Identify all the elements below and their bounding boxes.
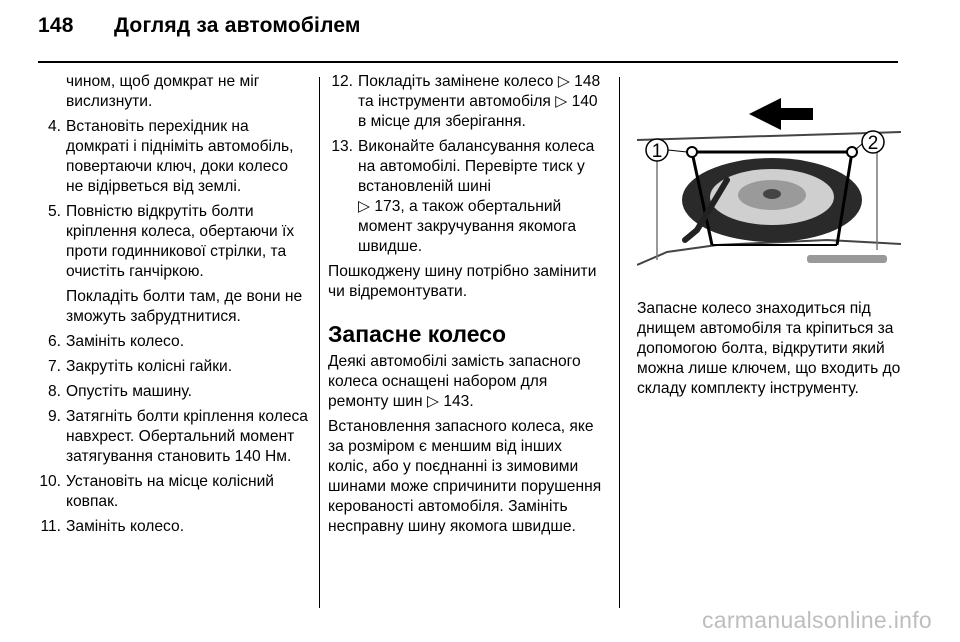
step-item	[328, 137, 606, 257]
header-rule	[38, 61, 898, 63]
page-reference-arrow-icon: ▷	[358, 198, 370, 215]
step-item	[36, 472, 308, 512]
callout-2: 2	[867, 133, 879, 154]
figure-caption: Запасне колесо знаходиться під днищем автомобіля та кріпиться за допомогою болта, відкрутити який можна лише ключем, що входить до складу комплекту інструменту.	[637, 300, 901, 397]
step-item	[36, 202, 308, 282]
step-text: Закрутіть колісні гайки.	[66, 358, 233, 375]
paragraph-text: Деякі автомобілі замість запасного колеса оснащені набором для ремонту шин	[328, 353, 581, 410]
column-divider-1	[319, 77, 320, 608]
step-text: 173, а також обертальний момент закручування якомога швидше.	[358, 198, 577, 255]
page-reference-arrow-icon: ▷	[555, 93, 568, 110]
paragraph: Встановлення запасного колеса, яке за розміром є меншим від інших коліс, або у поєднанні із зимовими шинами може спричинити порушення керованості автомобіля. Замініть несправну шину якомога швидше.	[328, 418, 602, 535]
page-header	[38, 14, 361, 38]
step-text: Покладіть замінене колесо	[358, 73, 554, 90]
step-item	[36, 357, 308, 377]
paragraph: Пошкоджену шину потрібно замінити чи відремонтувати.	[328, 263, 597, 300]
step-number: 7.	[47, 358, 61, 375]
section-title: Запасне колесо	[328, 321, 507, 347]
step-text: Встановіть перехідник на домкраті і підніміть автомобіль, повертаючи ключ, доки колесо не відірветься від землі.	[66, 118, 294, 195]
spare-wheel-drawing	[637, 80, 901, 277]
step-number: 11.	[40, 518, 61, 535]
page-title: Догляд за автомобілем	[114, 14, 361, 37]
step-item	[36, 407, 308, 467]
step-item	[36, 517, 308, 537]
step-text: Опустіть машину.	[66, 383, 192, 400]
step-text: Затягніть болти кріплення колеса навхрест. Обертальний момент затягування становить 140 Нм.	[66, 408, 308, 465]
step-number: 9.	[47, 408, 61, 425]
step-text: Повністю відкрутіть болти кріплення колеса, обертаючи їх проти годинникової стрілки, та очистіть ганчіркою.	[66, 203, 295, 280]
step-number: 5.	[47, 203, 61, 220]
paragraph-text: 143.	[443, 393, 474, 410]
step-text: Установіть на місце колісний ковпак.	[66, 473, 275, 510]
step-item	[328, 72, 606, 132]
callout-1: 1	[651, 141, 663, 162]
step-number: 4.	[47, 118, 61, 135]
step-note: Покладіть болти там, де вони не зможуть забрудтнитися.	[66, 288, 303, 325]
paragraph	[328, 352, 606, 412]
page-number: 148	[38, 14, 74, 37]
page-reference-arrow-icon: ▷	[426, 393, 439, 410]
page-reference-arrow-icon: ▷	[557, 73, 570, 90]
spare-wheel-illustration	[637, 80, 901, 277]
column-divider-2	[619, 77, 620, 608]
column-1	[36, 72, 308, 542]
step-text: Замініть колесо.	[66, 518, 185, 535]
step-number: 6.	[47, 333, 61, 350]
watermark: carmanualsonline.info	[701, 607, 932, 633]
step-number: 10.	[39, 473, 61, 490]
step-number: 8.	[47, 383, 61, 400]
step-number: 13.	[331, 138, 353, 155]
column-2	[328, 72, 606, 542]
step-text: 140 в місце для зберігання.	[358, 93, 598, 130]
step-item	[36, 382, 308, 402]
step-text: 148 та інструменти автомобіля	[358, 73, 601, 110]
step-text: Замініть колесо.	[66, 333, 185, 350]
step-item	[36, 117, 308, 197]
step-text: Виконайте балансування колеса на автомобілі. Перевірте тиск у встановленій шині	[358, 138, 595, 195]
step-item	[36, 332, 308, 352]
continuation-text: чином, щоб домкрат не міг вислизнути.	[66, 73, 260, 110]
step-number: 12.	[331, 73, 353, 90]
